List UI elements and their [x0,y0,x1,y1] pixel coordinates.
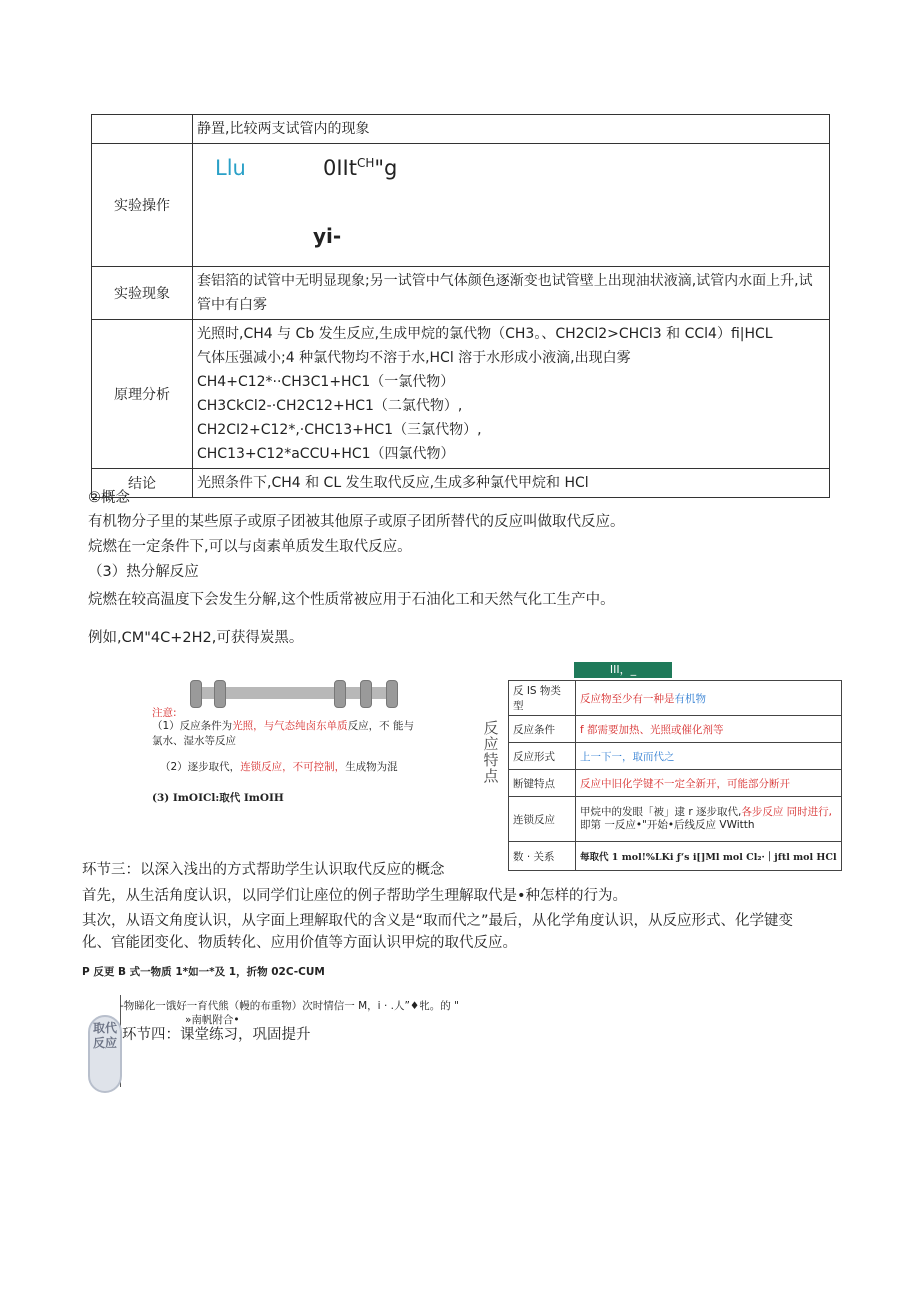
feature-header: 断键特点 [509,770,576,797]
principle-cell [193,320,830,469]
tube-icon [334,680,346,708]
feature-value: 每取代 1 mol!%LKi ƒ‘s i[]Ml mol Cl₂·｜jftl mol HCl [576,842,842,871]
feature-value: 上一下一，取而代之 [576,743,842,770]
seal-stamp: 取代反应 [88,1015,122,1093]
table-row [92,469,830,498]
figure-label-tail: "g [374,156,398,180]
reaction-features-table [508,680,842,871]
row-label: 实验操作 [92,144,193,267]
equation-line: CH3CkCl2-·CH2C12+HC1（二氯代物）, [197,398,463,414]
note-highlight: 连锁反应，不可控制， [240,761,346,773]
paragraph: 化、官能团变化、物质转化、应用价值等方面认识甲烷的取代反应。 [82,935,517,951]
paragraph: 首先，从生活角度认识，以同学们让座位的例子帮助学生理解取代是•种怎样的行为。 [82,888,628,904]
quote-line: -物睇化一饿好一育代熊（幔的布重物）次时情信一 M，i · .人”♦牝。的 " [120,1000,459,1012]
principle-line: 光照时,CH4 与 Cb 发生反应,生成甲烷的氯代物（CH3。、CH2Cl2>CHCl3 和 CCl4）fi|HCL [197,326,773,342]
value-text: 即第 一反应•"开始•后线反应 VWitth [580,819,755,831]
row-label: 结论 [92,469,193,498]
equation-line: CHC13+C12*aCCU+HC1（四氯代物） [197,446,455,462]
note-line-1b: 氯水、湿水等反应 [152,735,236,747]
feature-header: 数 · 关系 [509,842,576,871]
table-row [509,842,842,871]
table-cell: 套铝箔的试管中无明显现象;另一试管中气体颜色逐渐变也试管壁上出现油状液滴,试管内水面上升,试管中有白雾 [193,267,830,320]
experiment-table [91,114,830,498]
paragraph: 例如,CM"4C+2H2,可获得炭黑。 [88,630,304,646]
section-heading: 环节三：以深入浅出的方式帮助学生认识取代反应的概念 [82,862,445,878]
equation-line: CH4+C12*··CH3C1+HC1（一氯代物） [197,374,455,390]
equation-line: CH2CI2+C12*,·CHC13+HC1（三氯代物）, [197,422,482,438]
feature-header: 反 IS 物类型 [509,681,576,716]
vertical-char: 点 [483,767,499,785]
figure-label-right [323,156,397,180]
note-text: 生成物为混 [345,761,398,773]
table-row [509,681,842,716]
value-text: 甲烷中的发眼「被」逮 r 逐步取代, [580,806,742,818]
row-label: 实验现象 [92,267,193,320]
vertical-char: 特 [483,751,499,769]
table-row [92,320,830,469]
note-title: 注意: [152,707,177,719]
note-highlight: 光照，与气态纯卤东单质 [232,720,348,732]
figure-label-sup: CH [356,156,375,170]
feature-value: 反应中旧化学键不一定全新开，可能部分断开 [576,770,842,797]
feature-header: 反应条件 [509,716,576,743]
note-text: （1）反应条件为 [152,720,233,732]
note-line-1 [152,718,414,734]
feature-value [576,681,842,716]
feature-header: 反应形式 [509,743,576,770]
table-row [509,797,842,842]
table-row [92,267,830,320]
section-heading: 环节四：课堂练习，巩固提升 [122,1027,311,1043]
note-text: （2）逐步取代， [160,761,241,773]
feature-header: 连锁反应 [509,797,576,842]
section-heading: （3）热分解反应 [88,564,199,580]
table-badge: III，_ [574,662,672,678]
vertical-char: 反 [483,719,499,737]
table-row [509,716,842,743]
row-label: 原理分析 [92,320,193,469]
figure-label-bottom: yi- [313,224,342,248]
note-text: 反应，不 能与 [347,720,415,732]
note-line-2 [160,759,398,775]
paragraph: 有机物分子里的某些原子或原子团被其他原子或原子团所替代的反应叫做取代反应。 [88,514,625,530]
table-cell: 光照条件下,CH4 和 CL 发生取代反应,生成多种氯代甲烷和 HCl [193,469,830,498]
paragraph: 烷燃在一定条件下,可以与卤素单质发生取代反应。 [88,539,412,555]
tube-icon [214,680,226,708]
paragraph: 其次，从语文角度认识，从字面上理解取代的含义是“取而代之”最后，从化学角度认识，从反应形式、化学键变 [82,913,794,929]
principle-line: 气体压强减小;4 种氯代物均不溶于水,HCl 溶于水形成小液滴,出现白雾 [197,350,631,366]
sub-line: »南帆附合• [185,1014,240,1026]
value-highlight: 有机物 [674,692,706,705]
table-cell: 静置,比较两支试管内的现象 [193,115,830,144]
table-cell-empty [92,115,193,144]
bold-line: P 反更 B 式一物质 1*如一*及 1，折物 02C-CUM [82,966,325,978]
table-row [509,743,842,770]
concept-heading: ②概念 [88,490,130,506]
vertical-char: 应 [483,735,499,753]
feature-value: f 都需要加热、光照或催化剂等 [576,716,842,743]
figure-label-left: Llu [215,156,246,180]
vertical-label [482,720,500,784]
tube-icon [386,680,398,708]
value-text: 反应物至少有一种是 [580,692,675,705]
table-row [92,115,830,144]
tube-icon [360,680,372,708]
experiment-figure-cell [193,144,830,267]
table-row [509,770,842,797]
figure-label-right-text: 0IIt [323,156,357,180]
feature-value [576,797,842,842]
note-line-3: (3) ImOICl:取代 ImOIH [152,792,284,804]
table-row [92,144,830,267]
paragraph: 烷燃在较高温度下会发生分解,这个性质常被应用于石油化工和天然气化工生产中。 [88,592,615,608]
value-highlight: 各步反应 同时进行, [741,806,833,818]
tube-icon [190,680,202,708]
